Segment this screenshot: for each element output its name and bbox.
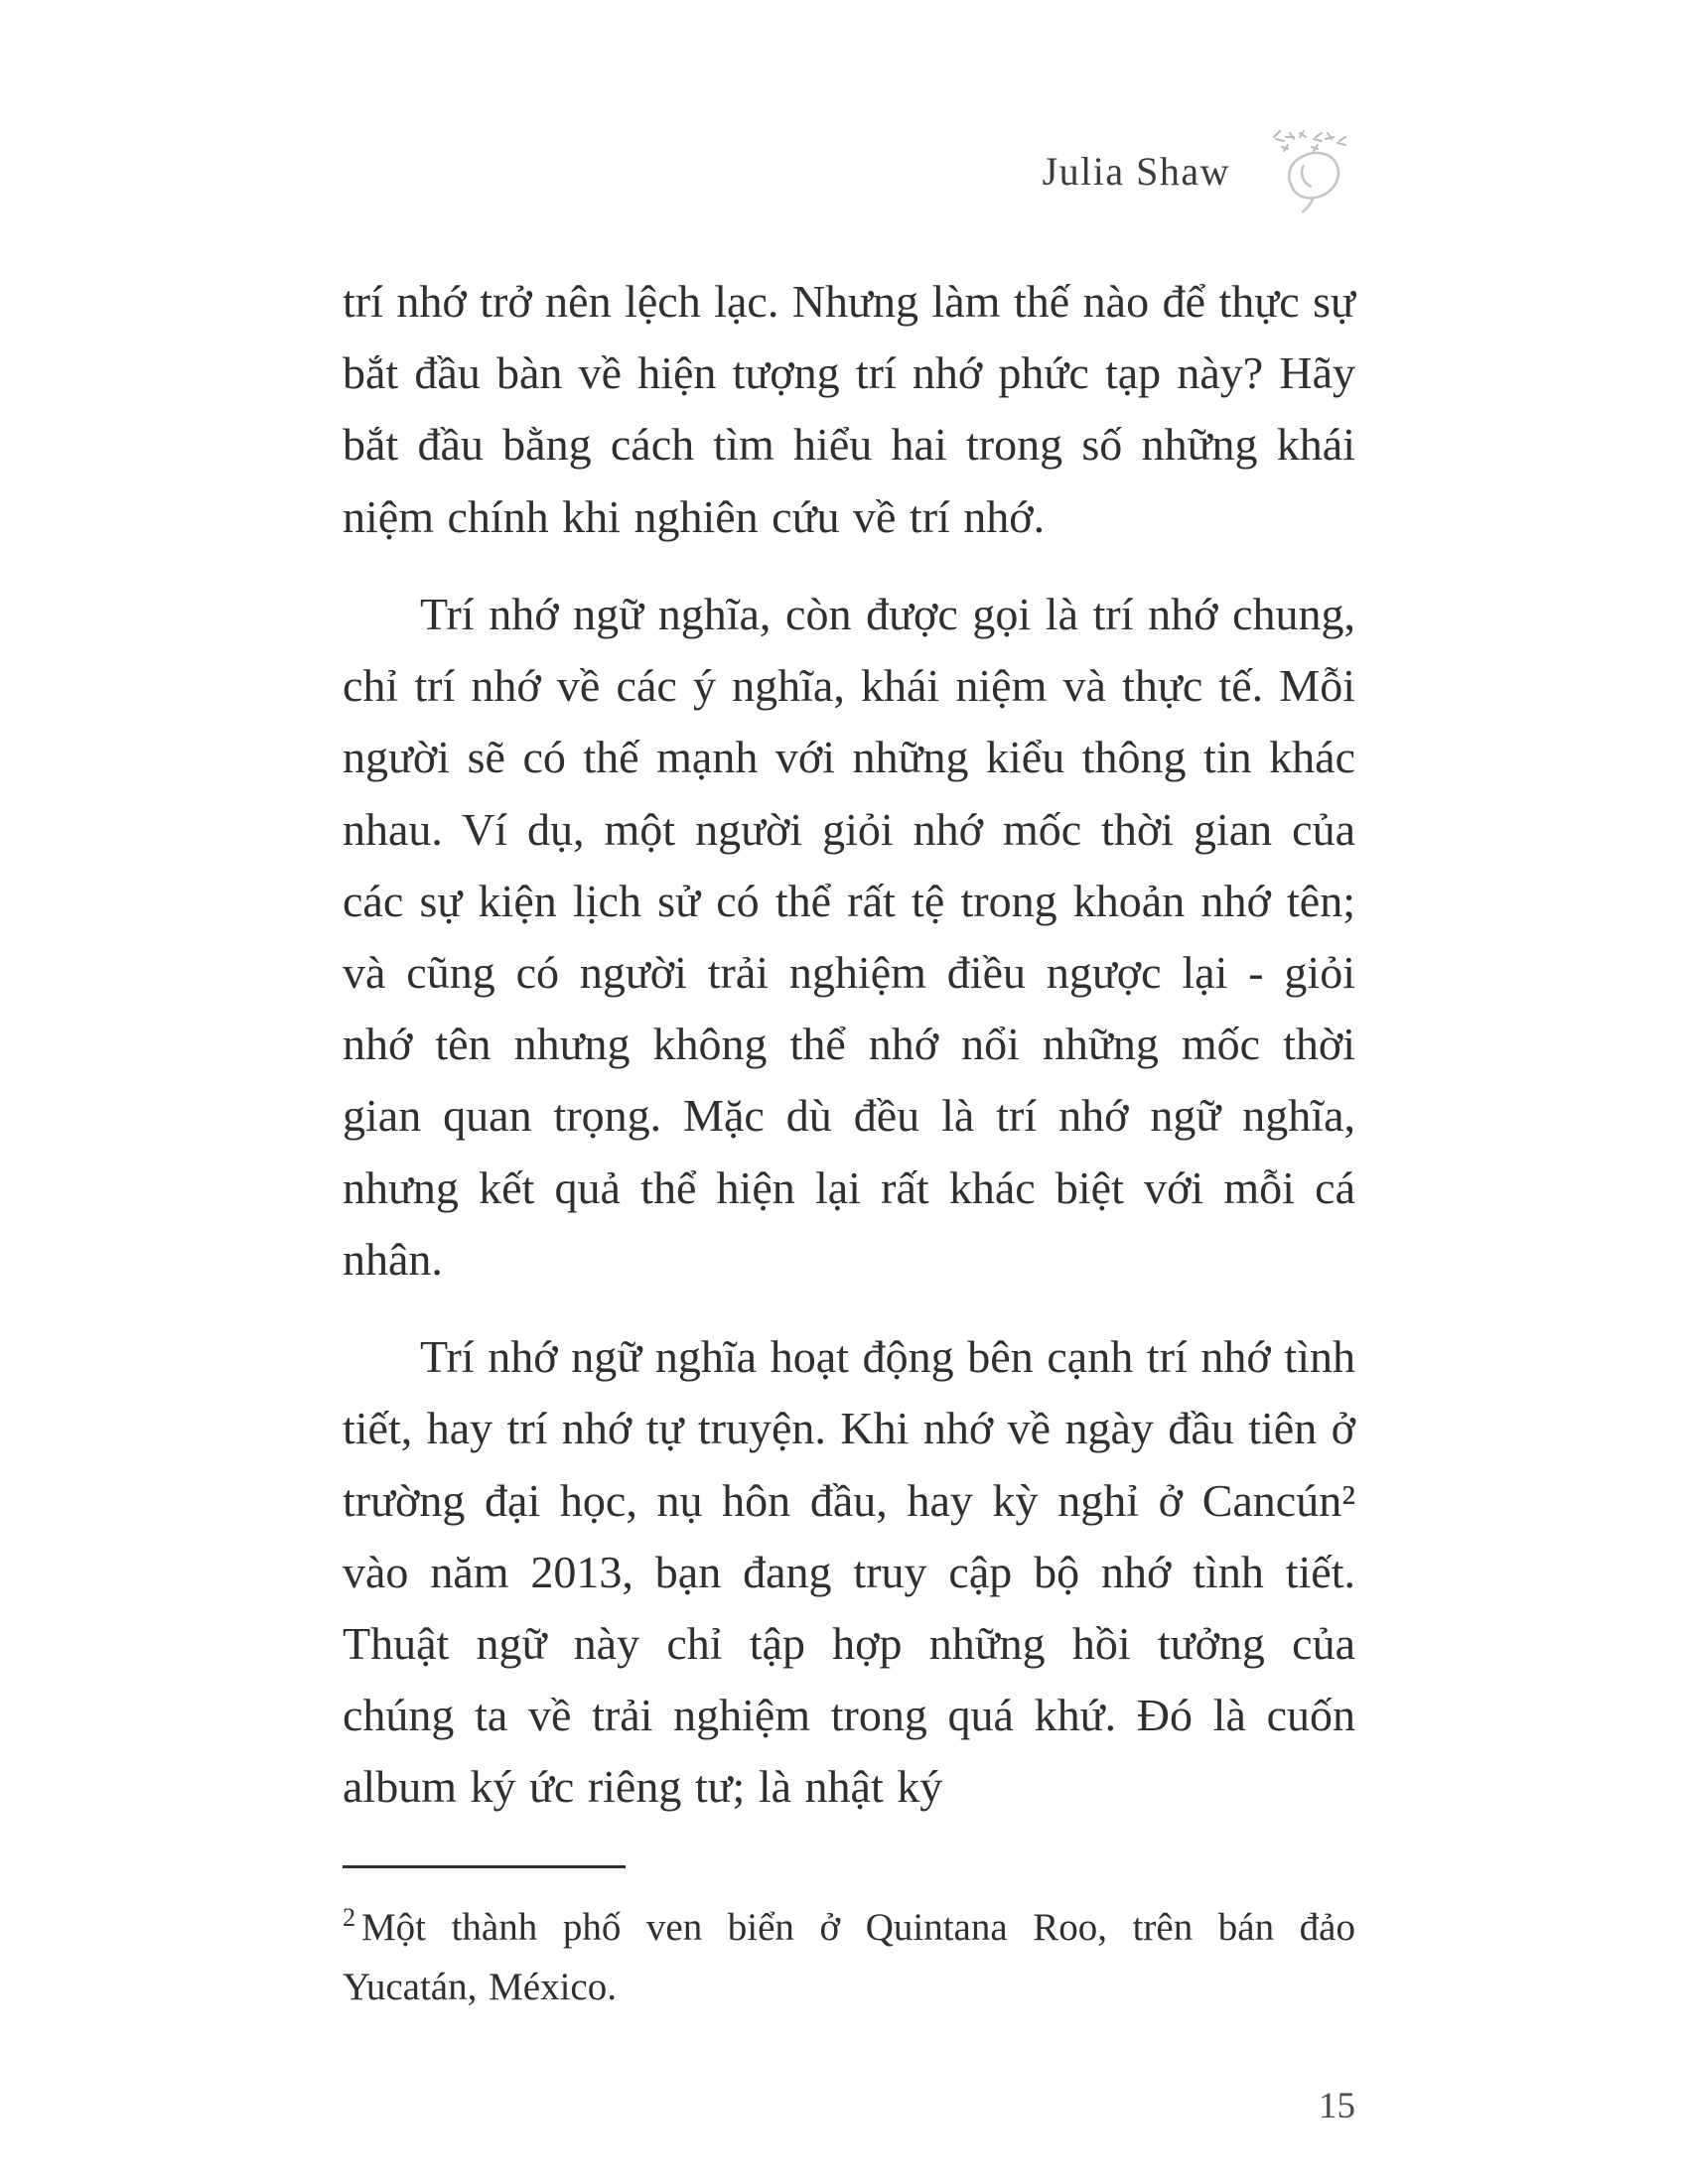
author-name: Julia Shaw xyxy=(1042,148,1230,194)
paragraph-2: Trí nhớ ngữ nghĩa, còn được gọi là trí nhớ chung, chỉ trí nhớ về các ý nghĩa, khái niệm và thực tế. Mỗi người sẽ có thế mạnh với những kiểu thông tin khác nhau. Ví dụ, một người giỏi nhớ mốc thời gian của các sự kiện lịch sử có thể rất tệ trong khoản nhớ tên; và cũng có người trải nghiệm điều ngược lại - giỏi nhớ tên nhưng không thể nhớ nổi những mốc thời gian quan trọng. Mặc dù đều là trí nhớ ngữ nghĩa, nhưng kết quả thể hiện lại rất khác biệt với mỗi cá nhân. xyxy=(343,588,1355,1285)
page-number: 15 xyxy=(1319,2086,1355,2127)
footnote xyxy=(343,1898,1355,2018)
paragraph-3: Trí nhớ ngữ nghĩa hoạt động bên cạnh trí nhớ tình tiết, hay trí nhớ tự truyện. Khi nhớ về ngày đầu tiên ở trường đại học, nụ hôn đầu, hay kỳ nghỉ ở Cancún² vào năm 2013, bạn đang truy cập bộ nhớ tình tiết. Thuật ngữ này chỉ tập hợp những hồi tưởng của chúng ta về trải nghiệm trong quá khứ. Đó là cuốn album ký ức riêng tư; là nhật ký xyxy=(343,1331,1355,1813)
page-header xyxy=(343,127,1355,214)
paragraph-1: trí nhớ trở nên lệch lạc. Nhưng làm thế nào để thực sự bắt đầu bàn về hiện tượng trí nhớ phức tạp này? Hãy bắt đầu bằng cách tìm hiểu hai trong số những khái niệm chính khi nghiên cứu về trí nhớ. xyxy=(343,276,1355,542)
footnote-marker: 2 xyxy=(343,1902,355,1932)
body-text xyxy=(343,266,1355,1824)
footnote-divider xyxy=(343,1865,626,1868)
footnote-text: Một thành phố ven biển ở Quintana Roo, trên bán đảo Yucatán, México. xyxy=(343,1905,1355,2009)
dandelion-sketch-icon xyxy=(1256,127,1355,214)
